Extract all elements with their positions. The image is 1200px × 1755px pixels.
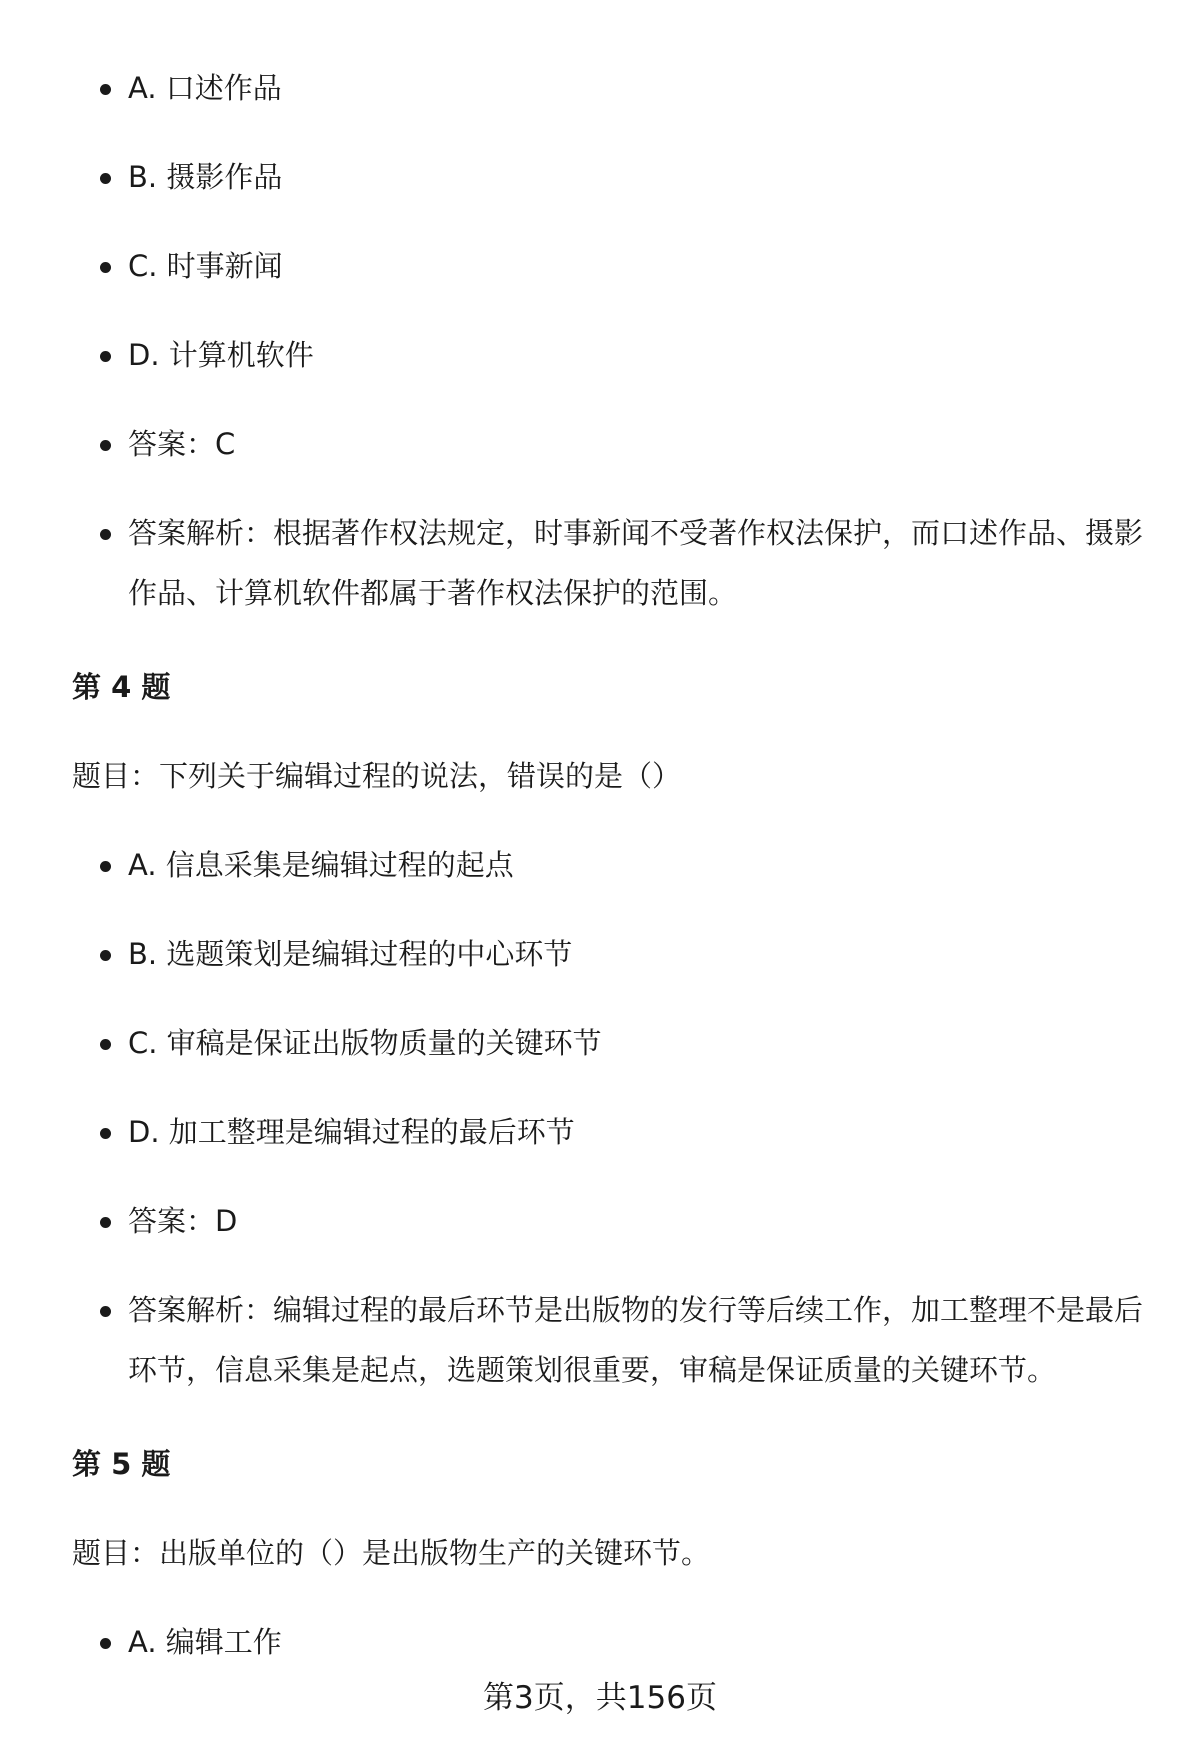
q4-answer: 答案：D	[72, 1191, 1147, 1251]
q3-option-d: D. 计算机软件	[72, 325, 1147, 385]
q3-answer: 答案：C	[72, 414, 1147, 474]
q5-option-a: A. 编辑工作	[72, 1612, 1147, 1672]
q5-option-list	[72, 1612, 1147, 1672]
q3-analysis: 答案解析：根据著作权法规定，时事新闻不受著作权法保护，而口述作品、摄影作品、计算机软件都属于著作权法保护的范围。	[72, 503, 1147, 623]
q3-option-list	[72, 58, 1147, 623]
q4-heading: 第 4 题	[72, 670, 171, 704]
q4-option-b: B. 选题策划是编辑过程的中心环节	[72, 924, 1147, 984]
q4-stem: 题目：下列关于编辑过程的说法，错误的是（）	[72, 759, 682, 793]
page-footer: 第3页，共156页	[483, 1680, 717, 1716]
q3-option-c: C. 时事新闻	[72, 236, 1147, 296]
q4-option-d: D. 加工整理是编辑过程的最后环节	[72, 1102, 1147, 1162]
q4-option-list	[72, 835, 1147, 1400]
q5-heading: 第 5 题	[72, 1447, 171, 1481]
q4-analysis: 答案解析：编辑过程的最后环节是出版物的发行等后续工作，加工整理不是最后环节，信息采集是起点，选题策划很重要，审稿是保证质量的关键环节。	[72, 1280, 1147, 1400]
q4-option-a: A. 信息采集是编辑过程的起点	[72, 835, 1147, 895]
q3-option-a: A. 口述作品	[72, 58, 1147, 118]
q5-stem: 题目：出版单位的（）是出版物生产的关键环节。	[72, 1536, 711, 1570]
q3-option-b: B. 摄影作品	[72, 147, 1147, 207]
q4-option-c: C. 审稿是保证出版物质量的关键环节	[72, 1013, 1147, 1073]
page-content	[72, 58, 1147, 1701]
